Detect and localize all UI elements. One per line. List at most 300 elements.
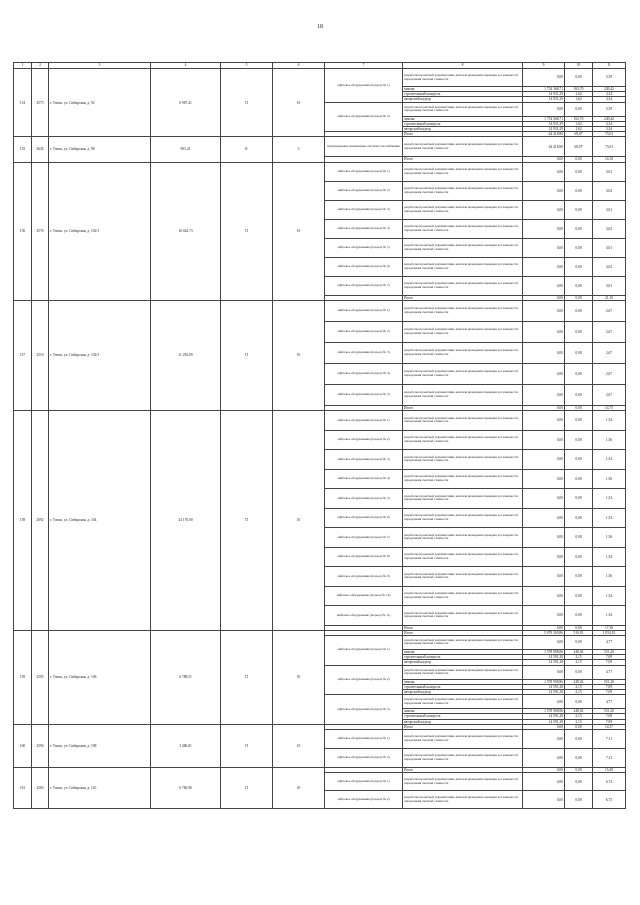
unit-value: 163,70 (565, 87, 593, 92)
unit-value: 0,00 (565, 729, 593, 748)
table-cell: замена (403, 649, 523, 654)
table-cell: авторский надзор (403, 689, 523, 694)
table-cell: разработка проектной документации, включая проведение проверки достоверности определения сметной стоимости (403, 450, 523, 470)
cost-value: 0,00 (523, 276, 565, 295)
unit-value: 2,15 (565, 655, 593, 660)
unit-value: 1,62 (565, 97, 593, 102)
table-cell: разработка проектной документации, включая проведение проверки достоверности определения сметной стоимости (403, 430, 523, 450)
table-cell: разработка проектной документации, включая проведение проверки достоверности определения сметной стоимости (403, 238, 523, 257)
unit-value: 0,00 (565, 508, 593, 528)
unit-value: 0,00 (565, 748, 593, 767)
cost-value: 0,00 (523, 547, 565, 567)
unit-value: 0,00 (565, 606, 593, 626)
unit-value: 0,00 (565, 181, 593, 200)
share-value: 249,42 (593, 87, 626, 92)
share-value: 1,56 (593, 469, 626, 489)
table-cell: разработка проектной документации, включая проведение проверки достоверности определения сметной стоимости (403, 528, 523, 548)
cost-value: 0,00 (523, 321, 565, 342)
row-number: 158 (14, 411, 32, 631)
cost-value: 0,00 (523, 411, 565, 431)
house-address: г. Томск, ул. Сибирская, д. 92 (49, 69, 151, 137)
house-address: г. Томск, ул. Сибирская, д. 98 (49, 137, 151, 162)
unit-value: 0,00 (565, 665, 593, 679)
total-label: Итого (403, 630, 523, 635)
house-area: 24 170,00 (151, 411, 221, 631)
house-code: 2576 (32, 162, 49, 300)
cost-value: 0,00 (523, 635, 565, 649)
row-number: 160 (14, 724, 32, 767)
share-value: 1,54 (593, 411, 626, 431)
house-area: 6 760,96 (151, 767, 221, 808)
col-num: 9 (523, 63, 565, 69)
work-type: лифтовое оборудование (подъезд № 7) (325, 528, 403, 548)
house-code: 2565 (32, 767, 49, 808)
wall-material: П (221, 411, 273, 631)
total-label: Итого (403, 724, 523, 729)
table-row (14, 411, 626, 431)
unit-value: 2,15 (565, 689, 593, 694)
unit-value: 2,15 (565, 660, 593, 665)
house-address: г. Томск, ул. Сибирская, д. 102/1 (49, 162, 151, 300)
house-address: г. Томск, ул. Сибирская, д. 108 (49, 724, 151, 767)
share-value: 1,56 (593, 528, 626, 548)
cost-value: 0,00 (523, 450, 565, 470)
house-code: 2595 (32, 630, 49, 724)
unit-value: 0,00 (565, 635, 593, 649)
share-value: 1,56 (593, 567, 626, 587)
share-value: 1,54 (593, 508, 626, 528)
share-value: 1,54 (593, 450, 626, 470)
share-value: 14,10 (593, 157, 626, 162)
floors-count: 10 (273, 162, 325, 300)
share-value: 1,56 (593, 430, 626, 450)
table-cell: авторский надзор (403, 660, 523, 665)
table-cell: разработка проектной документации, включая проведение проверки достоверности определения сметной стоимости (403, 635, 523, 649)
work-type: лифтовое оборудование (подъезд № 9) (325, 567, 403, 587)
share-value: 15,49 (593, 767, 626, 772)
share-value: 551,20 (593, 709, 626, 714)
wall-material: П (221, 724, 273, 767)
cost-value: 0,00 (523, 791, 565, 809)
share-value: 6,75 (593, 791, 626, 809)
cost-value: 0,00 (523, 238, 565, 257)
work-type: внутридомовые инженерные системы газоснабжения (325, 137, 403, 157)
share-value: 73,01 (593, 132, 626, 137)
house-address: г. Томск, ул. Сибирская, д. 104 (49, 411, 151, 631)
unit-value: 0,00 (565, 469, 593, 489)
table-cell: разработка проектной документации, включая проведение проверки достоверности определения сметной стоимости (403, 606, 523, 626)
table-cell: строительный контроль (403, 714, 523, 719)
total-label: Итого (403, 405, 523, 410)
house-code: 2575 (32, 69, 49, 137)
work-type: лифтовое оборудование (подъезд № 1) (325, 300, 403, 321)
house-area: 11 256,09 (151, 300, 221, 410)
total-label: Итого (403, 295, 523, 300)
share-value: 7,13 (593, 748, 626, 767)
table-cell: разработка проектной документации, включая проведение проверки достоверности определения сметной стоимости (403, 384, 523, 405)
share-value: 3,01 (593, 200, 626, 219)
unit-value: 0,00 (565, 102, 593, 116)
share-value: 73,01 (593, 137, 626, 157)
table-cell: разработка проектной документации, включая проведение проверки достоверности определения сметной стоимости (403, 469, 523, 489)
cost-value: 0,00 (523, 384, 565, 405)
unit-value: 0,00 (565, 773, 593, 791)
work-type: лифтовое оборудование (подъезд № 3) (325, 695, 403, 725)
unit-value: 0,00 (565, 411, 593, 431)
total-label: Итого (403, 625, 523, 630)
work-type: лифтовое оборудование (подъезд № 6) (325, 257, 403, 276)
unit-value: 0,00 (565, 405, 593, 410)
work-type: лифтовое оборудование (подъезд № 2) (325, 430, 403, 450)
cost-value: 0,00 (523, 200, 565, 219)
col-num: 11 (593, 63, 626, 69)
share-value: 3,34 (593, 92, 626, 97)
work-type: лифтовое оборудование (подъезд № 1) (325, 773, 403, 791)
work-type: лифтовое оборудование (подъезд № 11) (325, 606, 403, 626)
capital-repair-table (13, 62, 626, 809)
unit-value: 2,15 (565, 684, 593, 689)
cost-value: 0,00 (523, 219, 565, 238)
cost-value: 14 931,29 (523, 92, 565, 97)
total-label: Итого (403, 132, 523, 137)
unit-value: 0,00 (565, 363, 593, 384)
table-cell: разработка проектной документации, включая проведение проверки достоверности определения сметной стоимости (403, 137, 523, 157)
col-num: 8 (403, 63, 523, 69)
work-type: лифтовое оборудование (подъезд № 6) (325, 508, 403, 528)
total-label: Итого (403, 767, 523, 772)
table-cell: строительный контроль (403, 684, 523, 689)
share-value: 14,75 (593, 405, 626, 410)
work-kind: разработка проектной документации, включая проведение проверки достоверности определения сметной стоимости (403, 69, 523, 87)
unit-value: 0,00 (565, 450, 593, 470)
table-cell: разработка проектной документации, включая проведение проверки достоверности определения сметной стоимости (403, 748, 523, 767)
share-value: 3,02 (593, 219, 626, 238)
unit-value: 510,01 (565, 630, 593, 635)
cost-value: 0,00 (523, 300, 565, 321)
house-address: г. Томск, ул. Сибирская, д. 110 (49, 767, 151, 808)
cost-value: 0,00 (523, 508, 565, 528)
unit-value: 0,00 (565, 724, 593, 729)
table-cell: разработка проектной документации, включая проведение проверки достоверности определения сметной стоимости (403, 411, 523, 431)
cost-value: 0,00 (523, 469, 565, 489)
share-value: 7,09 (593, 660, 626, 665)
cost-value: 0,00 (523, 181, 565, 200)
unit-value: 0,00 (565, 625, 593, 630)
cost-value: 14 931,29 (523, 97, 565, 102)
floors-count: 10 (273, 767, 325, 808)
house-area: 16 024,73 (151, 162, 221, 300)
col-num: 5 (221, 63, 273, 69)
unit-value: 0,00 (565, 238, 593, 257)
table-cell: замена (403, 116, 523, 121)
unit-value: 69,07 (565, 137, 593, 157)
cost-value: 14 591,28 (523, 655, 565, 660)
house-code: 2510 (32, 300, 49, 410)
share-value: 6,74 (593, 773, 626, 791)
table-cell: авторский надзор (403, 97, 523, 102)
house-code: 2645 (32, 137, 49, 162)
share-value: 5,59 (593, 69, 626, 87)
table-cell: разработка проектной документации, включая проведение проверки достоверности определения сметной стоимости (403, 791, 523, 809)
cost-value: 0,00 (523, 665, 565, 679)
share-value: 3,01 (593, 162, 626, 181)
cost-value: 0,00 (523, 748, 565, 767)
unit-value: 163,70 (565, 116, 593, 121)
cost-value: 14 931,29 (523, 121, 565, 126)
share-value: 3,01 (593, 238, 626, 257)
table-cell: строительный контроль (403, 121, 523, 126)
cost-value: 64 418,80 (523, 132, 565, 137)
house-address: г. Томск, ул. Сибирская, д. 106 (49, 630, 151, 724)
share-value: 7,11 (593, 729, 626, 748)
page-number: 18 (317, 24, 323, 30)
floors-count: 10 (273, 411, 325, 631)
cost-value: 0,00 (523, 586, 565, 606)
cost-value: 0,00 (523, 729, 565, 748)
work-type: лифтовое оборудование (подъезд № 5) (325, 384, 403, 405)
share-value: 21,10 (593, 295, 626, 300)
unit-value: 0,00 (565, 276, 593, 295)
house-area: 903,41 (151, 137, 221, 162)
table-cell: авторский надзор (403, 127, 523, 132)
unit-value: 2,15 (565, 714, 593, 719)
wall-material: П (221, 300, 273, 410)
cost-value: 0,00 (523, 295, 565, 300)
cost-value: 0,00 (523, 430, 565, 450)
unit-value: 0,00 (565, 219, 593, 238)
house-area: 6 788,51 (151, 630, 221, 724)
work-type: лифтовое оборудование (подъезд № 8) (325, 547, 403, 567)
cost-value: 0,00 (523, 773, 565, 791)
share-value: 17,36 (593, 625, 626, 630)
unit-value: 1,62 (565, 92, 593, 97)
unit-value: 0,00 (565, 430, 593, 450)
work-type: лифтовое оборудование (подъезд № 1) (325, 635, 403, 665)
table-cell: разработка проектной документации, включая проведение проверки достоверности определения сметной стоимости (403, 665, 523, 679)
floors-count: 10 (273, 630, 325, 724)
unit-value: 0,00 (565, 69, 593, 87)
wall-material: К (221, 137, 273, 162)
cost-value: 14 591,28 (523, 689, 565, 694)
unit-value: 248,02 (565, 679, 593, 684)
unit-value: 0,00 (565, 162, 593, 181)
unit-value: 0,00 (565, 695, 593, 709)
house-code: 2092 (32, 411, 49, 631)
share-value: 4,77 (593, 695, 626, 709)
share-value: 1,54 (593, 586, 626, 606)
work-type: лифтовое оборудование (подъезд № 2) (325, 181, 403, 200)
wall-material: П (221, 767, 273, 808)
cost-value: 1 578 908,86 (523, 679, 565, 684)
work-type: лифтовое оборудование (подъезд № 10) (325, 586, 403, 606)
share-value: 1,54 (593, 606, 626, 626)
cost-value: 0,00 (523, 606, 565, 626)
table-row (14, 137, 626, 157)
unit-value: 0,00 (565, 586, 593, 606)
share-value: 551,20 (593, 649, 626, 654)
work-type: лифтовое оборудование (подъезд № 1) (325, 729, 403, 748)
house-address: г. Томск, ул. Сибирская, д. 102/3 (49, 300, 151, 410)
cost-value: 1 578 908,86 (523, 649, 565, 654)
work-type: лифтовое оборудование (подъезд № 1) (325, 69, 403, 103)
row-number: 154 (14, 69, 32, 137)
house-code: 2594 (32, 724, 49, 767)
share-value: 7,09 (593, 714, 626, 719)
table-cell: разработка проектной документации, включая проведение проверки достоверности определения сметной стоимости (403, 257, 523, 276)
cost-value: 0,00 (523, 162, 565, 181)
share-value: 3,34 (593, 121, 626, 126)
col-num: 4 (151, 63, 221, 69)
unit-value: 0,00 (565, 321, 593, 342)
share-value: 2,67 (593, 321, 626, 342)
table-cell: замена (403, 679, 523, 684)
unit-value: 0,00 (565, 300, 593, 321)
share-value: 7,09 (593, 689, 626, 694)
table-cell: строительный контроль (403, 655, 523, 660)
table-row (14, 300, 626, 321)
table-cell: разработка проектной документации, включая проведение проверки достоверности определения сметной стоимости (403, 276, 523, 295)
cost-value: 14 591,28 (523, 714, 565, 719)
work-type: лифтовое оборудование (подъезд № 1) (325, 162, 403, 181)
table-cell: разработка проектной документации, включая проведение проверки достоверности определения сметной стоимости (403, 729, 523, 748)
work-type: лифтовое оборудование (подъезд № 2) (325, 321, 403, 342)
cost-value: 0,00 (523, 69, 565, 87)
work-type: лифтовое оборудование (подъезд № 2) (325, 102, 403, 132)
row-number: 161 (14, 767, 32, 808)
share-value: 7,09 (593, 684, 626, 689)
unit-value: 0,00 (565, 295, 593, 300)
unit-value: 0,00 (565, 791, 593, 809)
unit-value: 248,02 (565, 649, 593, 654)
table-cell: разработка проектной документации, включая проведение проверки достоверности определения сметной стоимости (403, 181, 523, 200)
unit-value: 0,00 (565, 200, 593, 219)
unit-value: 69,07 (565, 132, 593, 137)
share-value: 2,67 (593, 342, 626, 363)
share-value: 3,34 (593, 127, 626, 132)
col-num: 2 (32, 63, 49, 69)
floors-count: 10 (273, 724, 325, 767)
cost-value: 0,00 (523, 625, 565, 630)
floors-count: 10 (273, 300, 325, 410)
unit-value: 0,00 (565, 157, 593, 162)
table-cell: разработка проектной документации, включая проведение проверки достоверности определения сметной стоимости (403, 489, 523, 509)
work-type: лифтовое оборудование (подъезд № 4) (325, 469, 403, 489)
cost-value: 1 754 368,71 (523, 87, 565, 92)
cost-value: 0,00 (523, 528, 565, 548)
table-cell: разработка проектной документации, включая проведение проверки достоверности определения сметной стоимости (403, 342, 523, 363)
share-value: 7,09 (593, 719, 626, 724)
work-type: лифтовое оборудование (подъезд № 3) (325, 450, 403, 470)
cost-value: 0,00 (523, 405, 565, 410)
table-cell: разработка проектной документации, включая проведение проверки достоверности определения сметной стоимости (403, 162, 523, 181)
table-cell: разработка проектной документации, включая проведение проверки достоверности определения сметной стоимости (403, 200, 523, 219)
unit-value: 248,02 (565, 709, 593, 714)
share-value: 2,67 (593, 384, 626, 405)
table-cell: разработка проектной документации, включая проведение проверки достоверности определения сметной стоимости (403, 773, 523, 791)
col-num: 10 (565, 63, 593, 69)
cost-value: 14 591,28 (523, 660, 565, 665)
unit-value: 0,00 (565, 528, 593, 548)
table-cell: разработка проектной документации, включая проведение проверки достоверности определения сметной стоимости (403, 321, 523, 342)
work-type: лифтовое оборудование (подъезд № 3) (325, 200, 403, 219)
share-value: 3,34 (593, 97, 626, 102)
share-value: 3,02 (593, 181, 626, 200)
wall-material: П (221, 630, 273, 724)
share-value: 5,59 (593, 102, 626, 116)
unit-value: 2,15 (565, 719, 593, 724)
work-type: лифтовое оборудование (подъезд № 4) (325, 363, 403, 384)
floors-count: 5 (273, 137, 325, 162)
work-type: лифтовое оборудование (подъезд № 5) (325, 489, 403, 509)
cost-value: 0,00 (523, 767, 565, 772)
col-num: 7 (325, 63, 403, 69)
cost-value: 64 418,80 (523, 137, 565, 157)
work-type: лифтовое оборудование (подъезд № 5) (325, 238, 403, 257)
table-cell: разработка проектной документации, включая проведение проверки достоверности определения сметной стоимости (403, 102, 523, 116)
share-value: 4,77 (593, 665, 626, 679)
share-value: 2,67 (593, 363, 626, 384)
cost-value: 0,00 (523, 257, 565, 276)
table-row (14, 69, 626, 87)
unit-value: 1,62 (565, 121, 593, 126)
table-cell: замена (403, 87, 523, 92)
cost-value: 0,00 (523, 695, 565, 709)
unit-value: 0,00 (565, 342, 593, 363)
house-area: 3 486,81 (151, 724, 221, 767)
work-type: лифтовое оборудование (подъезд № 4) (325, 219, 403, 238)
wall-material: П (221, 69, 273, 137)
cost-value: 1 578 908,86 (523, 709, 565, 714)
table-row (14, 162, 626, 181)
cost-value: 14 591,28 (523, 719, 565, 724)
unit-value: 0,00 (565, 257, 593, 276)
cost-value: 0,00 (523, 157, 565, 162)
house-area: 6 987,41 (151, 69, 221, 137)
col-num: 3 (49, 63, 151, 69)
cost-value: 14 591,28 (523, 684, 565, 689)
unit-value: 0,00 (565, 489, 593, 509)
share-value: 551,20 (593, 679, 626, 684)
cost-value: 5 079 165,86 (523, 630, 565, 635)
wall-material: П (221, 162, 273, 300)
share-value: 3,02 (593, 257, 626, 276)
share-value: 4,77 (593, 635, 626, 649)
unit-value: 0,00 (565, 384, 593, 405)
cost-value: 14 931,29 (523, 127, 565, 132)
row-number: 156 (14, 162, 32, 300)
table-cell: замена (403, 709, 523, 714)
table-cell: разработка проектной документации, включая проведение проверки достоверности определения сметной стоимости (403, 363, 523, 384)
cost-value: 0,00 (523, 342, 565, 363)
table-cell: строительный контроль (403, 92, 523, 97)
table-cell: разработка проектной документации, включая проведение проверки достоверности определения сметной стоимости (403, 300, 523, 321)
work-type: лифтовое оборудование (подъезд № 2) (325, 791, 403, 809)
cost-value: 0,00 (523, 724, 565, 729)
unit-value: 1,62 (565, 127, 593, 132)
cost-value: 0,00 (523, 363, 565, 384)
table-cell: авторский надзор (403, 719, 523, 724)
work-type: лифтовое оборудование (подъезд № 7) (325, 276, 403, 295)
cost-value: 0,00 (523, 102, 565, 116)
row-number: 157 (14, 300, 32, 410)
share-value: 1 054,10 (593, 630, 626, 635)
share-value: 7,09 (593, 655, 626, 660)
unit-value: 0,00 (565, 547, 593, 567)
table-cell: разработка проектной документации, включая проведение проверки достоверности определения сметной стоимости (403, 586, 523, 606)
col-num: 1 (14, 63, 32, 69)
table-cell: разработка проектной документации, включая проведение проверки достоверности определения сметной стоимости (403, 219, 523, 238)
unit-value: 0,00 (565, 767, 593, 772)
